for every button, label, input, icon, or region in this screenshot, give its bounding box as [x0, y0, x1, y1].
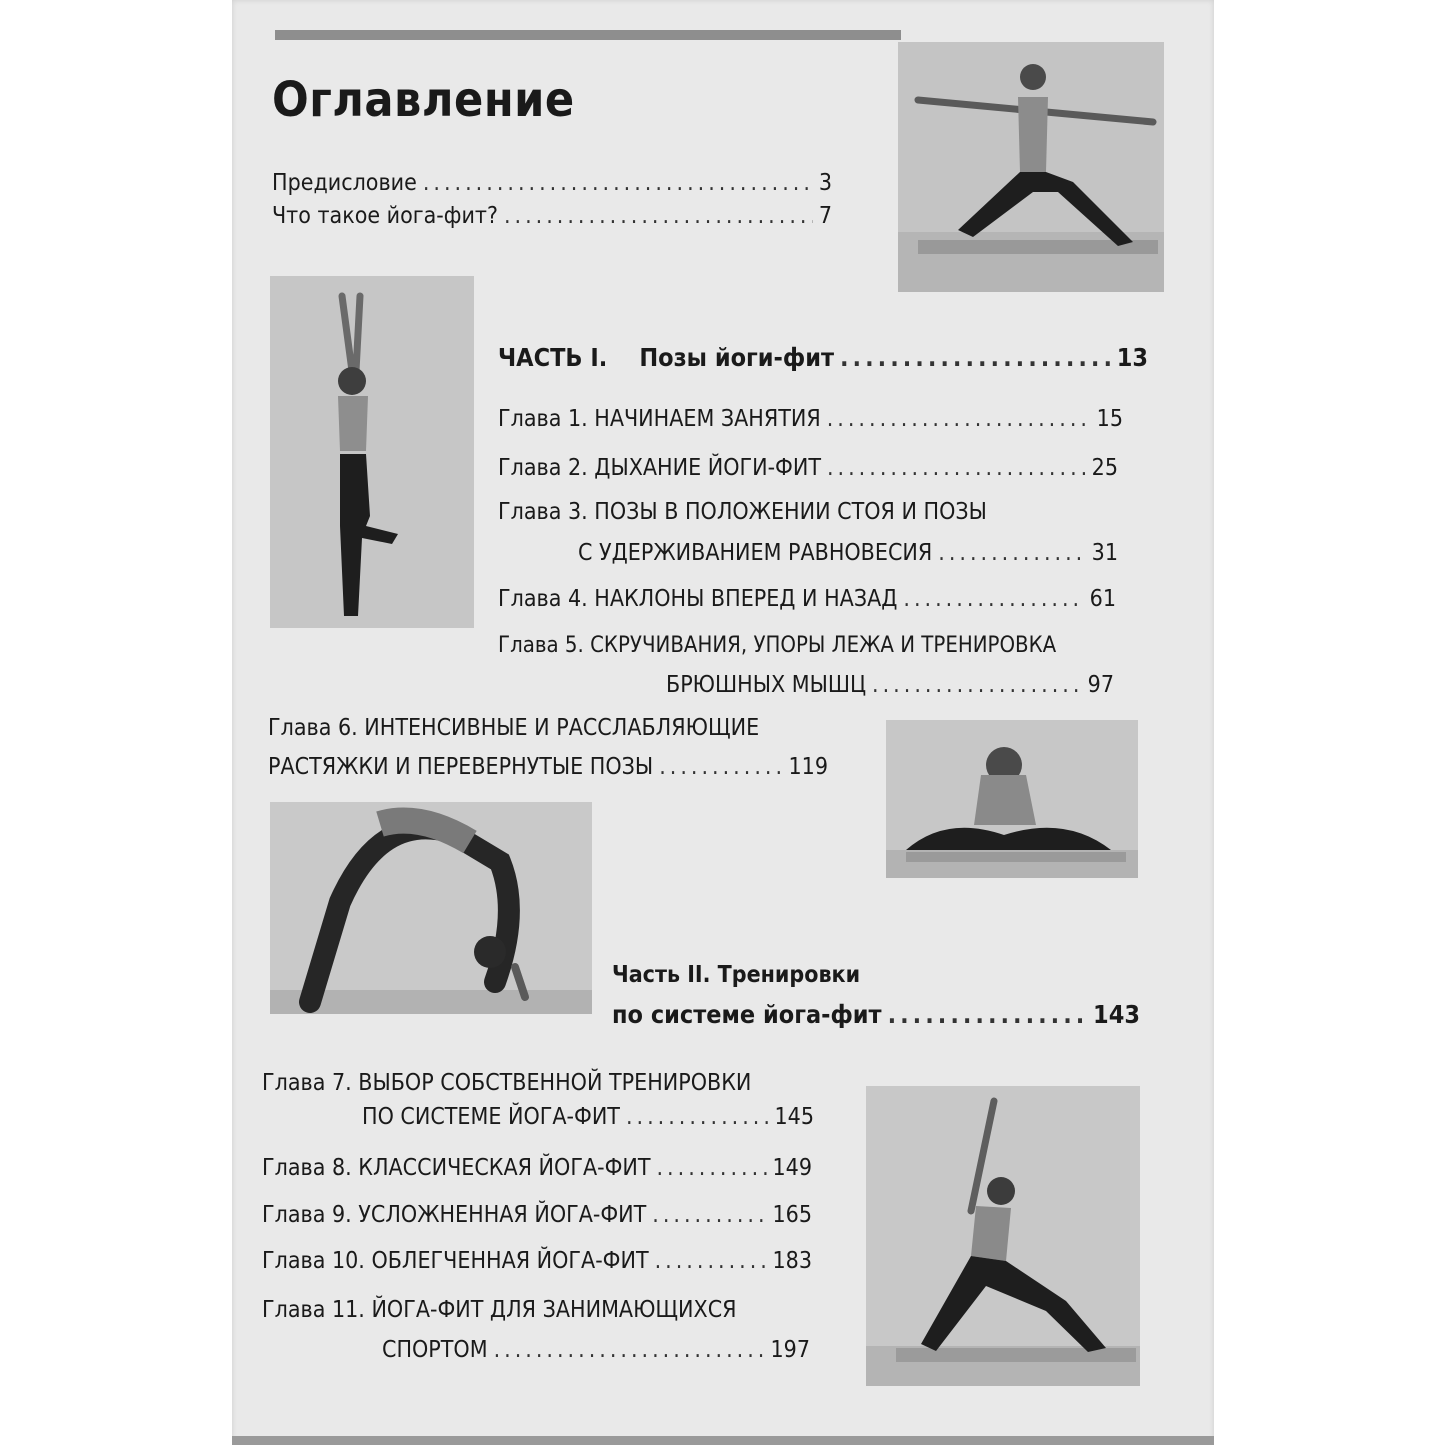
- leader-dots: [494, 1337, 765, 1363]
- toc-chapter-4: [498, 586, 1116, 612]
- part-label: ЧАСТЬ I.: [498, 343, 608, 372]
- toc-entry-label: Что такое йога-фит?: [272, 203, 498, 229]
- toc-entry-page: 31: [1091, 540, 1118, 566]
- toc-part-2-line1: Часть II. Тренировки: [612, 962, 861, 988]
- part-page: 143: [1093, 1000, 1140, 1029]
- toc-entry-label: Глава 9. УСЛОЖНЕННАЯ ЙОГА-ФИТ: [262, 1202, 647, 1228]
- toc-chapter-3-line2: [578, 540, 1118, 566]
- toc-entry-page: 149: [772, 1155, 812, 1181]
- part-page: 13: [1116, 343, 1148, 372]
- toc-chapter-7-line1: Глава 7. ВЫБОР СОБСТВЕННОЙ ТРЕНИРОВКИ: [262, 1070, 752, 1096]
- leader-dots: [903, 586, 1083, 612]
- leader-dots: [872, 672, 1082, 698]
- toc-entry-label: С УДЕРЖИВАНИЕМ РАВНОВЕСИЯ: [578, 540, 933, 566]
- leader-dots: [659, 754, 782, 780]
- toc-entry-page: 61: [1089, 586, 1116, 612]
- photo-wheel-pose: [270, 802, 592, 1014]
- toc-entry-label: Глава 4. НАКЛОНЫ ВПЕРЕД И НАЗАД: [498, 586, 898, 612]
- leader-dots: [656, 1155, 766, 1181]
- toc-entry-page: 183: [772, 1248, 812, 1274]
- toc-entry-page: 145: [774, 1104, 814, 1130]
- toc-entry-page: 25: [1091, 455, 1118, 481]
- leader-dots: [827, 455, 1086, 481]
- toc-chapter-6-line2: [268, 754, 828, 780]
- toc-entry-label: РАСТЯЖКИ И ПЕРЕВЕРНУТЫЕ ПОЗЫ: [268, 754, 654, 780]
- toc-entry-what-is: [272, 203, 832, 229]
- toc-entry-label: Глава 8. КЛАССИЧЕСКАЯ ЙОГА-ФИТ: [262, 1155, 651, 1181]
- leader-dots: [655, 1248, 767, 1274]
- toc-entry-label: СПОРТОМ: [382, 1337, 488, 1363]
- toc-chapter-1: [498, 406, 1123, 432]
- toc-chapter-11-line2: [382, 1337, 810, 1363]
- toc-chapter-7-line2: [362, 1104, 814, 1130]
- toc-part-1: [498, 343, 1148, 372]
- toc-entry-page: 197: [770, 1337, 810, 1363]
- leader-dots: [840, 343, 1111, 372]
- photo-reverse-warrior: [866, 1086, 1140, 1386]
- photo-tree-pose: [270, 276, 474, 628]
- toc-entry-label: Предисловие: [272, 170, 417, 196]
- toc-chapter-11-line1: Глава 11. ЙОГА-ФИТ ДЛЯ ЗАНИМАЮЩИХСЯ: [262, 1297, 737, 1323]
- toc-entry-page: 165: [772, 1202, 812, 1228]
- page-title: Оглавление: [272, 72, 575, 128]
- toc-chapter-8: [262, 1155, 812, 1181]
- toc-entry-label: БРЮШНЫХ МЫШЦ: [666, 672, 867, 698]
- toc-entry-page: 3: [818, 170, 832, 196]
- leader-dots: [504, 203, 813, 229]
- toc-part-2-line2: [612, 1000, 1140, 1029]
- leader-dots: [827, 406, 1091, 432]
- toc-chapter-6-line1: Глава 6. ИНТЕНСИВНЫЕ И РАССЛАБЛЯЮЩИЕ: [268, 715, 760, 741]
- toc-entry-page: 119: [788, 754, 828, 780]
- toc-chapter-2: [498, 455, 1118, 481]
- top-rule: [275, 30, 901, 40]
- leader-dots: [652, 1202, 766, 1228]
- part-title: Позы йоги-фит: [639, 343, 835, 372]
- part-title: по системе йога-фит: [612, 1000, 882, 1029]
- bottom-rule: [232, 1436, 1214, 1445]
- toc-entry-page: 15: [1096, 406, 1123, 432]
- toc-chapter-10: [262, 1248, 812, 1274]
- photo-warrior-pose: [898, 42, 1164, 292]
- toc-entry-label: Глава 1. НАЧИНАЕМ ЗАНЯТИЯ: [498, 406, 821, 432]
- toc-chapter-9: [262, 1202, 812, 1228]
- toc-entry-label: Глава 10. ОБЛЕГЧЕННАЯ ЙОГА-ФИТ: [262, 1248, 649, 1274]
- toc-entry-label: ПО СИСТЕМЕ ЙОГА-ФИТ: [362, 1104, 620, 1130]
- toc-chapter-3-line1: Глава 3. ПОЗЫ В ПОЛОЖЕНИИ СТОЯ И ПОЗЫ: [498, 499, 987, 525]
- leader-dots: [888, 1000, 1087, 1029]
- toc-entry-preface: [272, 170, 832, 196]
- leader-dots: [423, 170, 813, 196]
- leader-dots: [938, 540, 1085, 566]
- toc-entry-page: 7: [818, 203, 832, 229]
- leader-dots: [626, 1104, 769, 1130]
- toc-chapter-5-line2: [666, 672, 1114, 698]
- toc-entry-page: 97: [1087, 672, 1114, 698]
- toc-entry-label: Глава 2. ДЫХАНИЕ ЙОГИ-ФИТ: [498, 455, 821, 481]
- toc-chapter-5-line1: Глава 5. СКРУЧИВАНИЯ, УПОРЫ ЛЕЖА И ТРЕНИРОВКА: [498, 633, 1057, 658]
- photo-seated-forward-bend: [886, 720, 1138, 878]
